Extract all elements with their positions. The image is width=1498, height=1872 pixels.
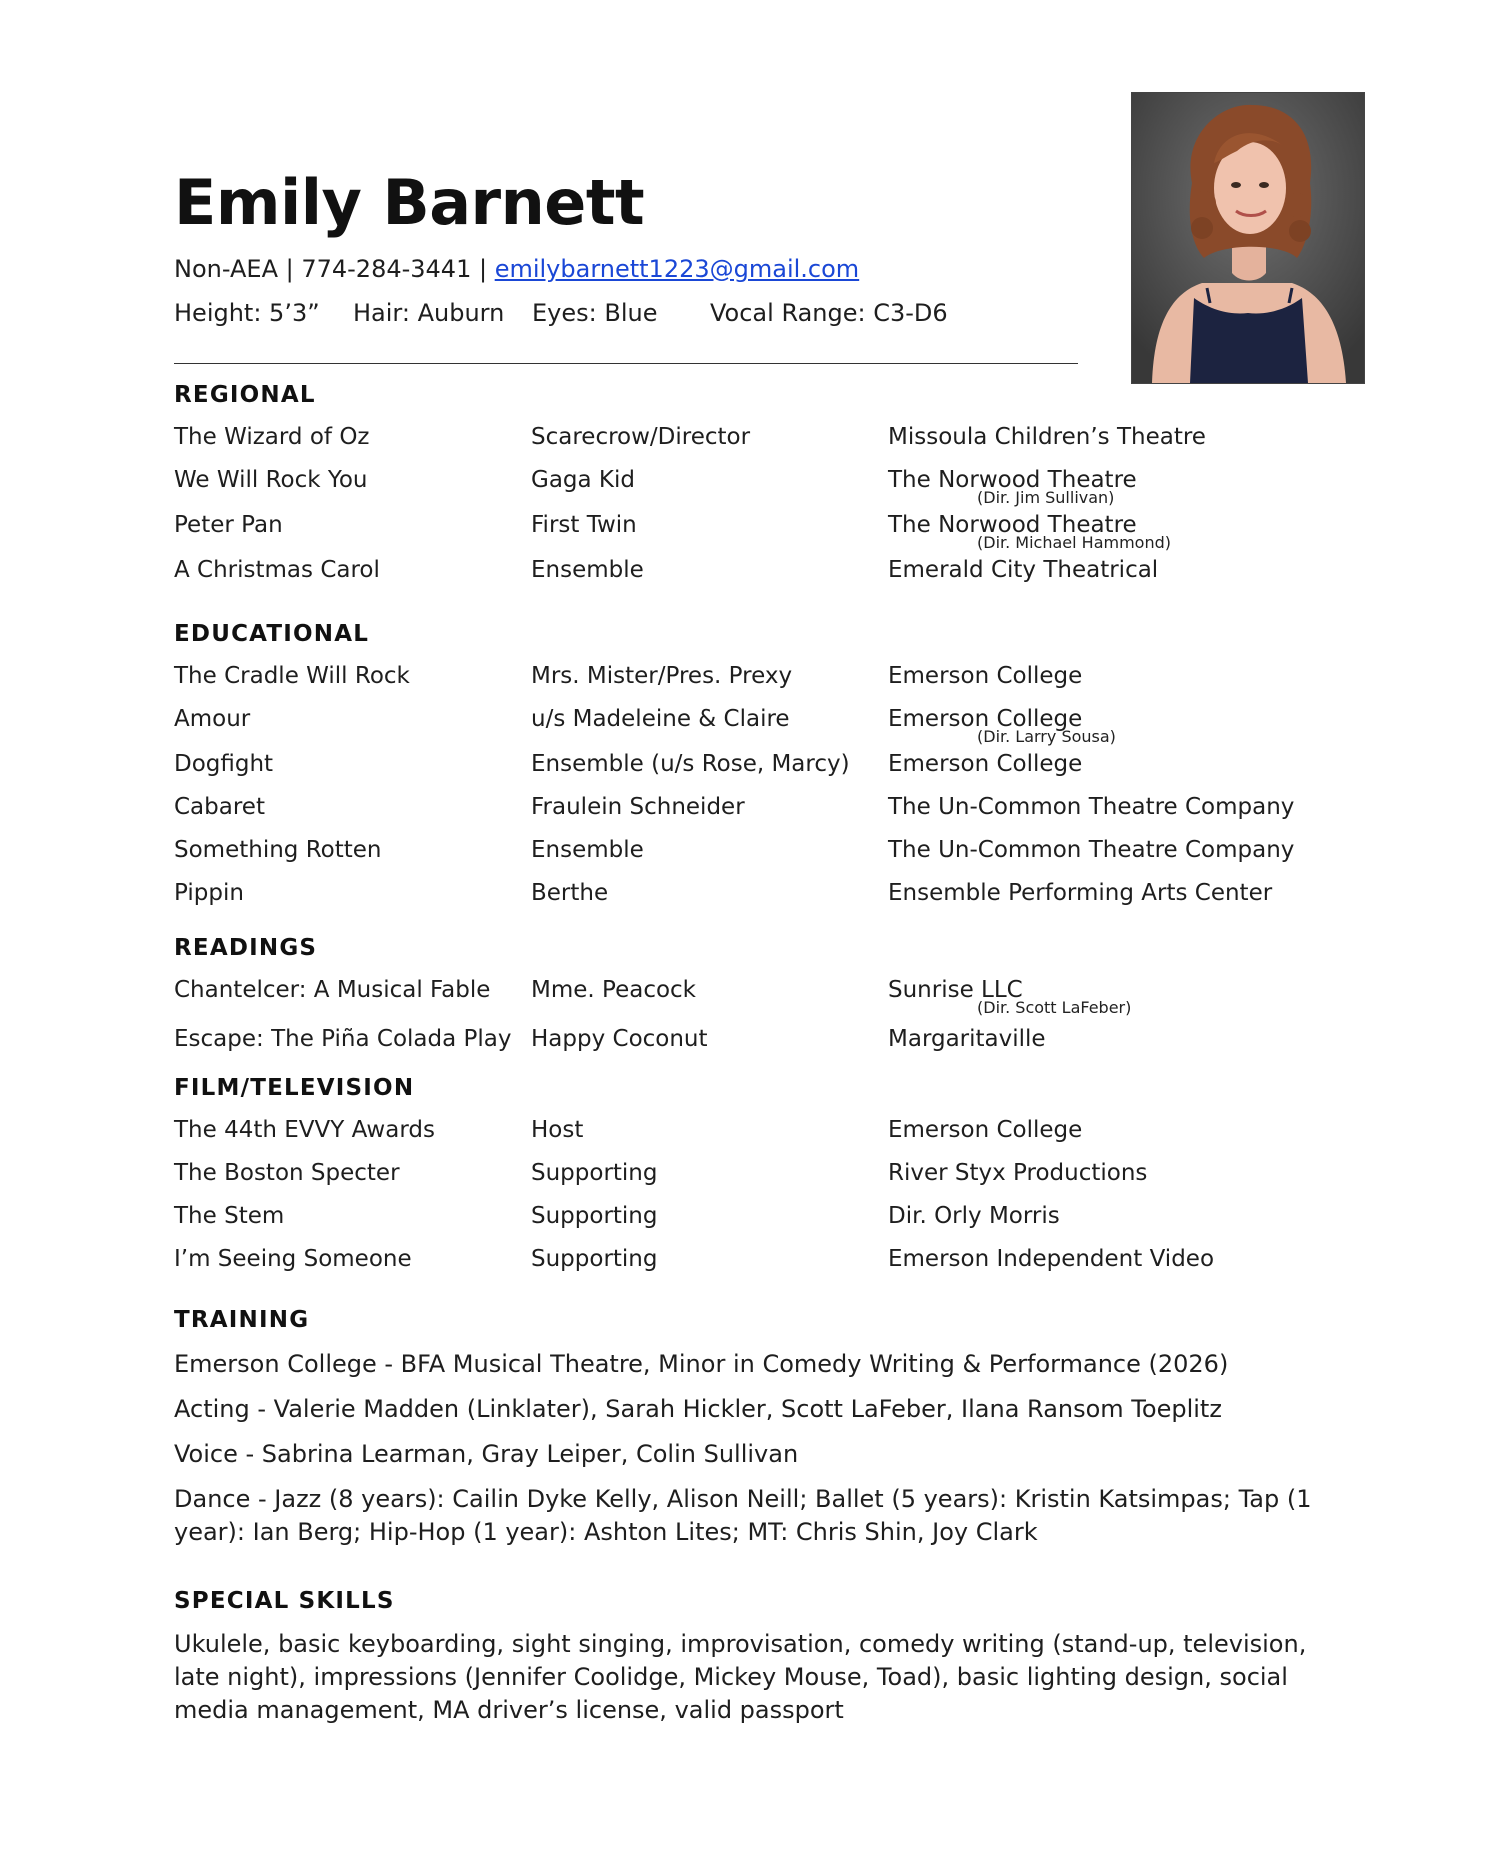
- credit-row: [174, 974, 1324, 1017]
- training-line: Voice - Sabrina Learman, Gray Leiper, Colin Sullivan: [174, 1440, 799, 1468]
- credit-role: Host: [531, 1117, 584, 1143]
- credit-show: Amour: [174, 706, 251, 732]
- credit-row: [174, 464, 1324, 507]
- credit-venue: Emerson College: [888, 1117, 1083, 1143]
- credit-role: Supporting: [531, 1160, 658, 1186]
- credit-show: We Will Rock You: [174, 467, 368, 493]
- credit-role: Happy Coconut: [531, 1026, 708, 1052]
- credit-show: Dogfight: [174, 751, 274, 777]
- credit-row: [174, 660, 1324, 692]
- credit-row: [174, 1023, 1324, 1055]
- credit-role: Mme. Peacock: [531, 977, 696, 1003]
- credit-role: Gaga Kid: [531, 467, 635, 493]
- credit-show: The 44th EVVY Awards: [174, 1117, 435, 1143]
- credit-director: (Dir. Scott LaFeber): [977, 998, 1132, 1017]
- credit-role: Mrs. Mister/Pres. Prexy: [531, 663, 793, 689]
- vocal-range-stat: Vocal Range: C3-D6: [710, 299, 948, 327]
- training-line: Emerson College - BFA Musical Theatre, Minor in Comedy Writing & Performance (2026): [174, 1350, 1229, 1378]
- section-heading-educational: EDUCATIONAL: [174, 621, 370, 647]
- credit-show: A Christmas Carol: [174, 557, 380, 583]
- credit-row: [174, 834, 1324, 866]
- section-heading-readings: READINGS: [174, 935, 318, 961]
- credit-venue: River Styx Productions: [888, 1160, 1148, 1186]
- training-line: Dance - Jazz (8 years): Cailin Dyke Kelly, Alison Neill; Ballet (5 years): Kristin Katsimpas; Tap (1 year): Ian Berg; Hip-Hop (1 year): Ashton Lites; MT: Chris Shin, Joy Clark: [174, 1485, 1312, 1546]
- section-heading-film-television: FILM/TELEVISION: [174, 1075, 415, 1101]
- credit-venue: Ensemble Performing Arts Center: [888, 880, 1273, 906]
- contact-line: [174, 254, 859, 284]
- eyes-stat: Eyes: Blue: [532, 299, 658, 327]
- credit-director: (Dir. Michael Hammond): [977, 533, 1171, 552]
- credit-show: Something Rotten: [174, 837, 382, 863]
- credit-row: [174, 509, 1324, 552]
- contact-union-phone: Non-AEA | 774-284-3441 |: [174, 255, 495, 283]
- credit-venue: Emerson College: [888, 663, 1083, 689]
- credit-show: Cabaret: [174, 794, 265, 820]
- hair-stat: Hair: Auburn: [353, 299, 505, 327]
- credit-venue: The Un-Common Theatre Company: [888, 837, 1295, 863]
- credit-venue: Emerson College: [888, 751, 1083, 777]
- credit-director: (Dir. Jim Sullivan): [977, 488, 1115, 507]
- credit-venue: The Un-Common Theatre Company: [888, 794, 1295, 820]
- credit-show: The Stem: [174, 1203, 285, 1229]
- credit-venue: The Norwood Theatre: [888, 512, 1137, 538]
- credit-venue: Dir. Orly Morris: [888, 1203, 1060, 1229]
- credit-show: I’m Seeing Someone: [174, 1246, 412, 1272]
- credit-row: [174, 1243, 1324, 1275]
- email-link[interactable]: emilybarnett1223@gmail.com: [494, 255, 860, 283]
- credit-row: [174, 703, 1324, 746]
- credit-role: Supporting: [531, 1246, 658, 1272]
- credit-venue: Emerson Independent Video: [888, 1246, 1215, 1272]
- credit-role: Fraulein Schneider: [531, 794, 745, 820]
- credit-venue: Margaritaville: [888, 1026, 1046, 1052]
- credit-role: Ensemble: [531, 557, 644, 583]
- credit-show: The Wizard of Oz: [174, 424, 370, 450]
- headshot-photo: [1131, 92, 1365, 384]
- height-stat: Height: 5’3”: [174, 299, 320, 327]
- header-divider: [174, 363, 1078, 364]
- section-heading-training: TRAINING: [174, 1307, 310, 1333]
- credit-director: (Dir. Larry Sousa): [977, 727, 1116, 746]
- credit-show: The Boston Specter: [174, 1160, 400, 1186]
- credit-row: [174, 554, 1324, 586]
- credit-show: Escape: The Piña Colada Play: [174, 1026, 512, 1052]
- credit-venue: Emerald City Theatrical: [888, 557, 1159, 583]
- credit-row: [174, 1200, 1324, 1232]
- special-skills-text: Ukulele, basic keyboarding, sight singing, improvisation, comedy writing (stand-up, television, late night), impressions (Jennifer Coolidge, Mickey Mouse, Toad), basic lighting design, social media management, MA driver’s license, valid passport: [174, 1630, 1307, 1724]
- credit-venue: Missoula Children’s Theatre: [888, 424, 1206, 450]
- credit-role: Berthe: [531, 880, 609, 906]
- performer-name: Emily Barnett: [174, 166, 645, 239]
- credit-venue: The Norwood Theatre: [888, 467, 1137, 493]
- credit-show: The Cradle Will Rock: [174, 663, 410, 689]
- credit-row: [174, 877, 1324, 909]
- credit-show: Chantelcer: A Musical Fable: [174, 977, 491, 1003]
- credit-row: [174, 421, 1324, 453]
- credit-role: First Twin: [531, 512, 637, 538]
- credit-role: Supporting: [531, 1203, 658, 1229]
- credit-show: Pippin: [174, 880, 244, 906]
- section-heading-special-skills: SPECIAL SKILLS: [174, 1588, 395, 1614]
- credit-role: Ensemble (u/s Rose, Marcy): [531, 751, 850, 777]
- credit-role: Ensemble: [531, 837, 644, 863]
- credit-role: Scarecrow/Director: [531, 424, 751, 450]
- credit-venue: Emerson College: [888, 706, 1083, 732]
- credit-venue: Sunrise LLC: [888, 977, 1023, 1003]
- training-line: Acting - Valerie Madden (Linklater), Sarah Hickler, Scott LaFeber, Ilana Ransom Toeplitz: [174, 1395, 1222, 1423]
- section-heading-regional: REGIONAL: [174, 382, 316, 408]
- credit-role: u/s Madeleine & Claire: [531, 706, 790, 732]
- credit-row: [174, 1114, 1324, 1146]
- credit-row: [174, 748, 1324, 780]
- credit-row: [174, 1157, 1324, 1189]
- credit-show: Peter Pan: [174, 512, 283, 538]
- credit-row: [174, 791, 1324, 823]
